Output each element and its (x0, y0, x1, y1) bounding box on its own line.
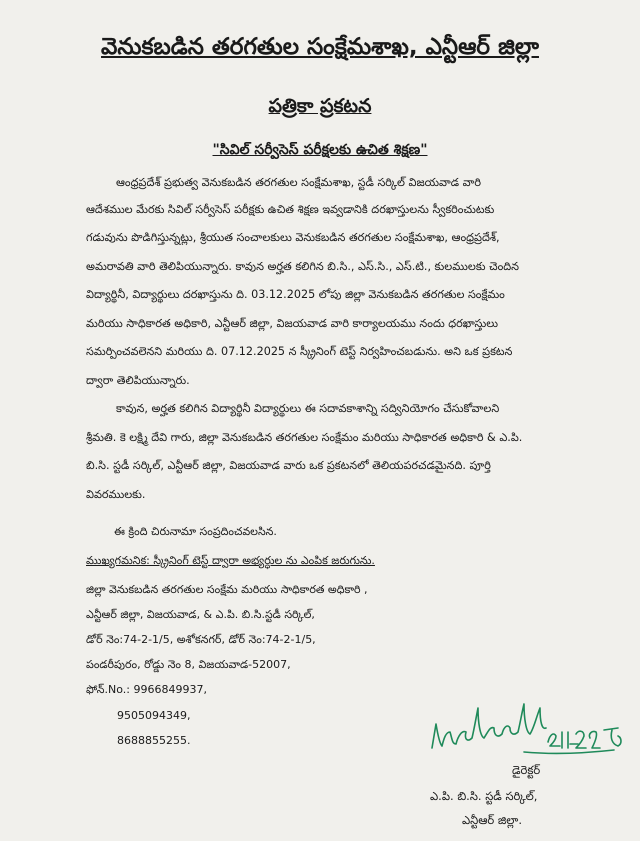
body-line: శ్రీమతి. కె లక్ష్మి దేవి గారు, జిల్లా వెనుకబడిన తరగతుల సంక్షేమం మరియు సాధికారత అధికారి & ఎ.పి. (86, 431, 523, 444)
important-note: ముఖ్యగమనిక: స్క్రీనింగ్ టెస్ట్ ద్వారా అభ్యర్ధుల ను ఎంపిక జరుగును. (86, 554, 375, 567)
body-line: మరియు సాధికారత అధికారి, ఎన్టీఆర్ జిల్లా, విజయవాడ వారి కార్యాలయము నందు ధరఖాస్తులు (86, 317, 499, 330)
signatory-designation: డైరెక్టర్ (512, 763, 541, 777)
body-line: విద్యార్థినీ, విద్యార్థులు దరఖాస్తును ది. 03.12.2025 లోపు జిల్లా వెనుకబడిన తరగతుల సంక్షేమం (86, 288, 505, 301)
signatory-office: ఎ.పి. బి.సి. స్టడీ సర్కిల్, (430, 789, 538, 803)
body-line: కావున, అర్హత కలిగిన విద్యార్థినీ విద్యార్థులు ఈ సదావకాశాన్ని సద్వినియోగం చేసుకోవాలని (116, 402, 500, 415)
address-line: ఎన్టీఆర్ జిల్లా, విజయవాడ, & ఎ.పి. బి.సి.స్టడీ సర్కిల్, (86, 608, 315, 621)
address-line: జిల్లా వెనుకబడిన తరగతుల సంక్షేమ మరియు సాధికారత అధికారి , (86, 583, 368, 596)
press-release-heading: పత్రికా ప్రకటన (268, 95, 372, 117)
body-line: వివరములకు. (86, 488, 146, 501)
signature-image (428, 688, 628, 760)
body-line: ద్వారా తెలిపియున్నారు. (86, 374, 190, 387)
contact-intro: ఈ క్రింది చిరునామా సంప్రదించవలసిన. (114, 525, 277, 538)
body-line: అమరావతి వారి తెలిపియున్నారు. కావున అర్హత కలిగిన బి.సి., ఎస్.సి., ఎస్.టి., కులములకు చెందిన (86, 260, 520, 273)
signatory-district: ఎన్టీఆర్ జిల్లా. (462, 813, 523, 827)
body-line: బి.సి. స్టడీ సర్కిల్, ఎన్టీఆర్ జిల్లా, విజయవాడ వారు ఒక ప్రకటనలో తెలియపరచడమైనది. పూర్తి (86, 459, 491, 472)
department-title: వెనుకబడిన తరగతుల సంక్షేమశాఖ, ఎన్టీఆర్ జిల్లా (101, 34, 539, 60)
body-line: ఆదేశముల మేరకు సివిల్ సర్వీసెస్ పరీక్షకు ఉచిత శిక్షణ ఇవ్వడానికి దరఖాస్తులను స్వీకరించుటకు (86, 203, 495, 216)
topic-heading: "సివిల్ సర్వీసెస్ పరీక్షలకు ఉచిత శిక్షణ" (212, 142, 428, 158)
body-line: గడువును పొడిగిస్తున్నట్లు, శ్రీయుత సంచాలకులు వెనుకబడిన తరగతుల సంక్షేమశాఖ, ఆంధ్రప్రదేశ్, (86, 231, 500, 244)
body-line: సమర్పించవలెనని మరియు ది. 07.12.2025 న స్క్రీనింగ్ టెస్ట్ నిర్వహించబడును. అని ఒక ప్రకటన (86, 345, 513, 358)
body-line: ఆంధ్రప్రదేశ్ ప్రభుత్వ వెనుకబడిన తరగతుల సంక్షేమశాఖ, స్టడీ సర్కిల్ విజయవాడ వారి (116, 176, 481, 189)
phone-line: 9505094349, (117, 709, 191, 722)
address-line: డోర్ నెం:74-2-1/5, అశోకనగర్, డోర్ నెం:74-2-1/5, (86, 633, 316, 646)
phone-line: 8688855255. (117, 734, 191, 747)
phone-line: ఫోన్.No.: 9966849937, (86, 683, 207, 696)
address-line: పండరీపురం, రోడ్డు నెం 8, విజయవాడ-52007, (86, 658, 291, 671)
